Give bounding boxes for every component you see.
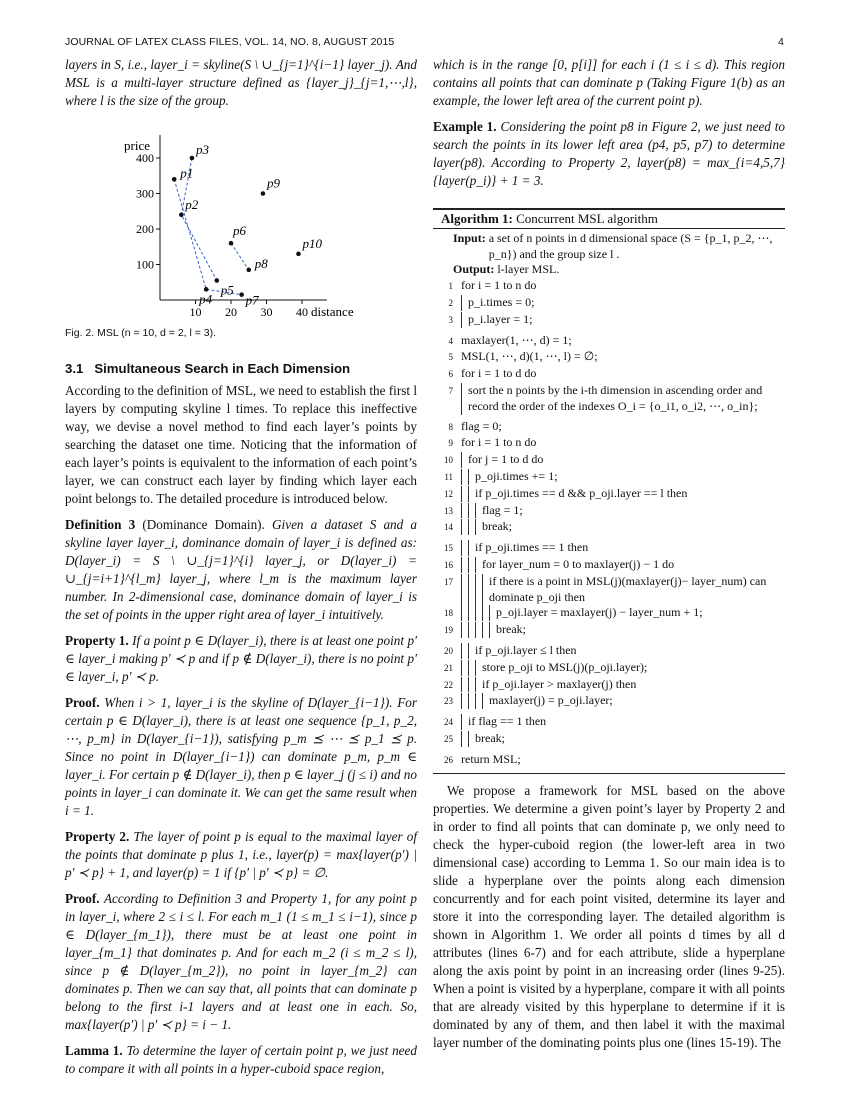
data-point-p6 [229, 241, 234, 246]
algorithm-line [433, 731, 785, 748]
algorithm-line [433, 452, 785, 469]
algorithm-line [433, 469, 785, 486]
algorithm-lines [433, 278, 785, 768]
point-label-p6: p6 [233, 223, 246, 239]
line-number: 3 [448, 314, 453, 325]
property2-head: Property 2. [65, 829, 130, 844]
algorithm-line [433, 752, 785, 769]
proof-1 [65, 694, 417, 820]
property2-text: The layer of point p is equal to the maximal layer of the points that dominate p plus 1, i.e., layer(p) = max{layer(p′) | p′ ≺ p} + 1, and layer(p) = 1 if {p′ | p′ ≺ p} = ∅. [65, 829, 418, 880]
y-axis-label: price [124, 138, 150, 153]
closing-paragraph: We propose a framework for MSL based on the above properties. We determine a given point’s layer by Property 2 and in order to find all points that can dominate p, we only need to check the hyper-cuboid region (the lower-left area in two dimensional case) according to Lemma 1. So our main idea is to slide a hyperplane over the points along each dimension concurrently and for each point visited, determine its layer and store it into the corresponding layer. The detailed algorithm is shown in Algorithm 1. We order all points d times by all d attributes (lines 6-7) and for each attribute, slide a hyperplane along the axis point by point in an increasing order (lines 9-25). When a point is visited by a hyperplane, compare it with all points that are already visited by this hyperplane to determine if it is dominated by any of them, and then label it with the maximal layer number of the dominating points plus one (lines 15-19). The [433, 782, 785, 1050]
line-number: 10 [444, 455, 453, 466]
line-text: if p_oji.layer > maxlayer(j) then [482, 676, 637, 691]
section-heading [65, 360, 417, 378]
figure-caption: Fig. 2. MSL (n = 10, d = 2, l = 3). [65, 327, 217, 339]
algorithm-line [433, 435, 785, 452]
input-text: a set of n points in d dimensional space (S = {p_1, p_2, ⋯, p_n}) and the group size l . [488, 230, 773, 261]
intro-text: layers in S, i.e., layer_i = skyline(S \ ∪_{j=1}^{i−1} layer_j). And MSL is a multi-layer structure defined as {layer_j}_{j=1,⋯,l}, where l is the size of the group. [65, 57, 417, 108]
algorithm-line [433, 278, 785, 295]
example1-head: Example 1. [433, 119, 497, 134]
line-text: store p_oji to MSL(j)(p_oji.layer); [482, 659, 648, 674]
algorithm-line [433, 540, 785, 557]
lemma-1 [65, 1042, 417, 1078]
algorithm-line [433, 605, 785, 622]
algorithm-1 [433, 208, 785, 774]
data-point-p10 [296, 252, 301, 257]
line-number: 9 [448, 438, 453, 449]
x-axis-label: distance [311, 304, 354, 319]
line-number: 7 [448, 385, 453, 396]
figure-msl [65, 120, 417, 320]
input-keyword: Input: [453, 230, 486, 245]
line-number: 25 [444, 733, 453, 744]
line-text: if p_oji.layer ≤ l then [475, 642, 577, 657]
point-label-p10: p10 [302, 235, 322, 251]
line-text: flag = 0; [461, 418, 502, 433]
line-text: if there is a point in MSL(j)(maxlayer(j)− layer_num) can dominate p_oji then [489, 573, 767, 604]
left-column [65, 56, 417, 1078]
algorithm-line [433, 622, 785, 639]
line-text: maxlayer(j) = p_oji.layer; [489, 693, 613, 708]
y-tick-label: 100 [136, 257, 154, 272]
algorithm-title [433, 209, 785, 229]
algorithm-body [433, 229, 785, 774]
line-number: 1 [448, 281, 453, 292]
output-keyword: Output: [453, 262, 495, 277]
line-text: for j = 1 to d do [468, 452, 544, 467]
algorithm-line [433, 519, 785, 536]
algorithm-line [433, 677, 785, 694]
data-point-p3 [190, 156, 195, 161]
line-text: for i = 1 to n do [461, 278, 537, 293]
continuation-text: which is in the range [0, p[i]] for each i (1 ≤ i ≤ d). This region contains all points that can dominate p (Taking Figure 1(b) as an example, the lower left area of the current point p). [433, 57, 785, 108]
algorithm-line [433, 693, 785, 710]
output-text: l-layer MSL. [497, 262, 560, 277]
point-label-p4: p4 [199, 291, 213, 307]
algorithm-line [433, 660, 785, 677]
algorithm-line [433, 383, 785, 415]
algorithm-line [433, 333, 785, 350]
example1-text: Considering the point p8 in Figure 2, we just need to search the points in its lower left area (p4, p5, p7) to determine layer(p8). According to Property 2, layer(p8) = max_{i=4,5,7} {layer(p_i)} + 1 = 3. [433, 119, 786, 188]
line-text: if flag == 1 then [468, 714, 547, 729]
algorithm-line [433, 714, 785, 731]
line-number: 24 [444, 717, 453, 728]
line-text: maxlayer(1, ⋯, d) = 1; [461, 332, 572, 347]
example-1 [433, 118, 785, 190]
algorithm-line [433, 312, 785, 329]
line-number: 26 [444, 754, 453, 765]
point-label-p5: p5 [220, 282, 234, 298]
line-number: 16 [444, 559, 453, 570]
proof2-text: According to Definition 3 and Property 1, for any point p in layer_i, where 2 ≤ i ≤ l. For each m_1 (1 ≤ m_1 ≤ i−1), since p ∈ D(layer_{m_1}), there must be at least one point in layer_{m_1} that dominates p. And for each m_2 (i ≤ m_2 ≤ l), since p ∉ D(layer_{m_2}), no point in layer_{m_2} can dominates p. Then we can say that, all points that can dominate p belong to the first i-1 layers and at least one in each. So, max{layer(p′) | p′ ≺ p} = i − 1. [65, 891, 418, 1032]
line-text: sort the n points by the i-th dimension in ascending order and record the order of the indexes O_i = {o_i1, o_i2, ⋯, o_in}; [468, 382, 763, 413]
algorithm-line [433, 366, 785, 383]
definition-name: (Dominance Domain). [142, 517, 265, 532]
proof-2 [65, 890, 417, 1034]
layer-3-line [231, 243, 249, 270]
algorithm-line [433, 643, 785, 660]
lemma1-text: To determine the layer of certain point p, we just need to compare it with all points in a hyper-cuboid space region, [65, 1043, 417, 1076]
proof1-head: Proof. [65, 695, 100, 710]
line-text: if p_oji.times == d && p_oji.layer == l then [475, 485, 688, 500]
line-text: p_i.layer = 1; [468, 311, 533, 326]
line-text: if p_oji.times == 1 then [475, 540, 589, 555]
line-number: 13 [444, 505, 453, 516]
line-number: 6 [448, 369, 453, 380]
proof2-head: Proof. [65, 891, 100, 906]
line-number: 15 [444, 543, 453, 554]
line-text: flag = 1; [482, 502, 523, 517]
section-body: According to the definition of MSL, we need to establish the first l layers by computing skyline l times. To replace this ineffective way, we devise a novel method to find each layer’s points by searching the dataset one time. Noticing that the information of each layer’s points is equivalent to the information of each point’s layer, we can construct each layer by finding which layer each point belongs to. The detailed procedure is introduced below. [65, 383, 417, 506]
line-text: break; [475, 730, 505, 745]
y-tick-label: 200 [136, 222, 154, 236]
algorithm-line [433, 349, 785, 366]
line-number: 11 [444, 471, 453, 482]
section-number: 3.1 [65, 361, 84, 376]
point-label-p8: p8 [254, 255, 268, 271]
data-point-p7 [239, 292, 244, 297]
x-tick-label: 30 [260, 305, 273, 319]
line-number: 21 [444, 662, 453, 673]
data-point-p9 [261, 191, 266, 196]
property-1 [65, 632, 417, 686]
data-point-p5 [215, 278, 220, 283]
line-number: 23 [444, 696, 453, 707]
line-text: p_oji.layer = maxlayer(j) − layer_num + 1; [496, 605, 703, 620]
point-label-p9: p9 [266, 175, 280, 191]
property1-text: If a point p ∈ D(layer_i), there is at least one point p′ ∈ layer_i making p′ ≺ p and if p ∉ D(layer_i), there is no point p′ ∈ layer_i, p′ ≺ p. [65, 633, 417, 684]
point-label-p1: p1 [180, 165, 194, 181]
algorithm-line [433, 574, 785, 606]
algorithm-label: Algorithm 1: [441, 211, 513, 226]
definition-text: Given a dataset S and a skyline layer layer_i, dominance domain of layer_i is defined as: D(layer_i) = S \ ∪_{j=1}^{i} layer_j, or D(layer_i) = ∪_{j=i+1}^{l_m} layer_j, where l_m is the maximum layer number. In 2-dimensional case, dominance domain of layer_i is the set of points in the upper right area of layer_i intuitively. [65, 517, 417, 622]
algorithm-line [433, 557, 785, 574]
page-number: 4 [778, 36, 784, 48]
line-text: for i = 1 to d do [461, 366, 537, 381]
line-number: 19 [444, 625, 453, 636]
line-text: p_oji.times += 1; [475, 468, 558, 483]
algorithm-output [433, 262, 785, 278]
property-2 [65, 828, 417, 882]
x-tick-label: 10 [189, 305, 202, 319]
algorithm-line [433, 295, 785, 312]
algorithm-line [433, 419, 785, 436]
line-number: 17 [444, 576, 453, 587]
line-text: for layer_num = 0 to maxlayer(j) − 1 do [482, 556, 675, 571]
point-label-p3: p3 [195, 142, 209, 157]
line-text: return MSL; [461, 751, 521, 766]
line-text: p_i.times = 0; [468, 294, 535, 309]
section-title: Simultaneous Search in Each Dimension [94, 361, 351, 376]
y-tick-label: 400 [136, 151, 154, 165]
point-label-p7: p7 [245, 292, 259, 308]
definition-head: Definition 3 [65, 517, 136, 532]
right-column [433, 56, 785, 1052]
data-point-p2 [179, 213, 184, 218]
x-tick-label: 40 [296, 305, 308, 319]
proof1-text: When i > 1, layer_i is the skyline of D(layer_{i−1}). For certain p ∈ D(layer_i), there is at least one sequence {p_1, p_2, ⋯, p_m} in D(layer_{i−1}), satisfying p_m ⪯ ⋯ ⪯ p_1 ⪯ p. Since no point in D(layer_{i−1}) can dominate p_m, p_m ∈ layer_i. For certain p ∉ D(layer_i), then p ∈ layer_j (j ≤ i) and no points in layer_i can dominate it. We can get the same result when i = 1. [65, 695, 418, 818]
algorithm-line [433, 503, 785, 520]
msl-scatter-plot [65, 120, 417, 320]
line-number: 8 [448, 421, 453, 432]
line-text: MSL(1, ⋯, d)(1, ⋯, l) = ∅; [461, 349, 598, 364]
data-point-p1 [172, 177, 177, 182]
line-number: 4 [448, 335, 453, 346]
algorithm-input [433, 231, 785, 263]
line-number: 2 [448, 297, 453, 308]
line-text: break; [482, 519, 512, 534]
algorithm-line [433, 486, 785, 503]
data-point-p8 [246, 268, 251, 273]
definition-3 [65, 516, 417, 624]
point-label-p2: p2 [185, 196, 199, 212]
x-tick-label: 20 [225, 305, 237, 319]
line-number: 18 [444, 608, 453, 619]
y-tick-label: 300 [136, 186, 154, 201]
line-number: 12 [444, 488, 453, 499]
line-text: for i = 1 to n do [461, 435, 537, 450]
line-number: 14 [444, 522, 453, 533]
line-number: 20 [444, 645, 453, 656]
property1-head: Property 1. [65, 633, 129, 648]
running-header: JOURNAL OF LATEX CLASS FILES, VOL. 14, NO. 8, AUGUST 2015 [65, 36, 395, 48]
line-number: 5 [448, 352, 453, 363]
line-text: break; [496, 622, 526, 637]
lemma1-head: Lamma 1. [65, 1043, 123, 1058]
algorithm-name: Concurrent MSL algorithm [516, 211, 658, 226]
line-number: 22 [444, 679, 453, 690]
